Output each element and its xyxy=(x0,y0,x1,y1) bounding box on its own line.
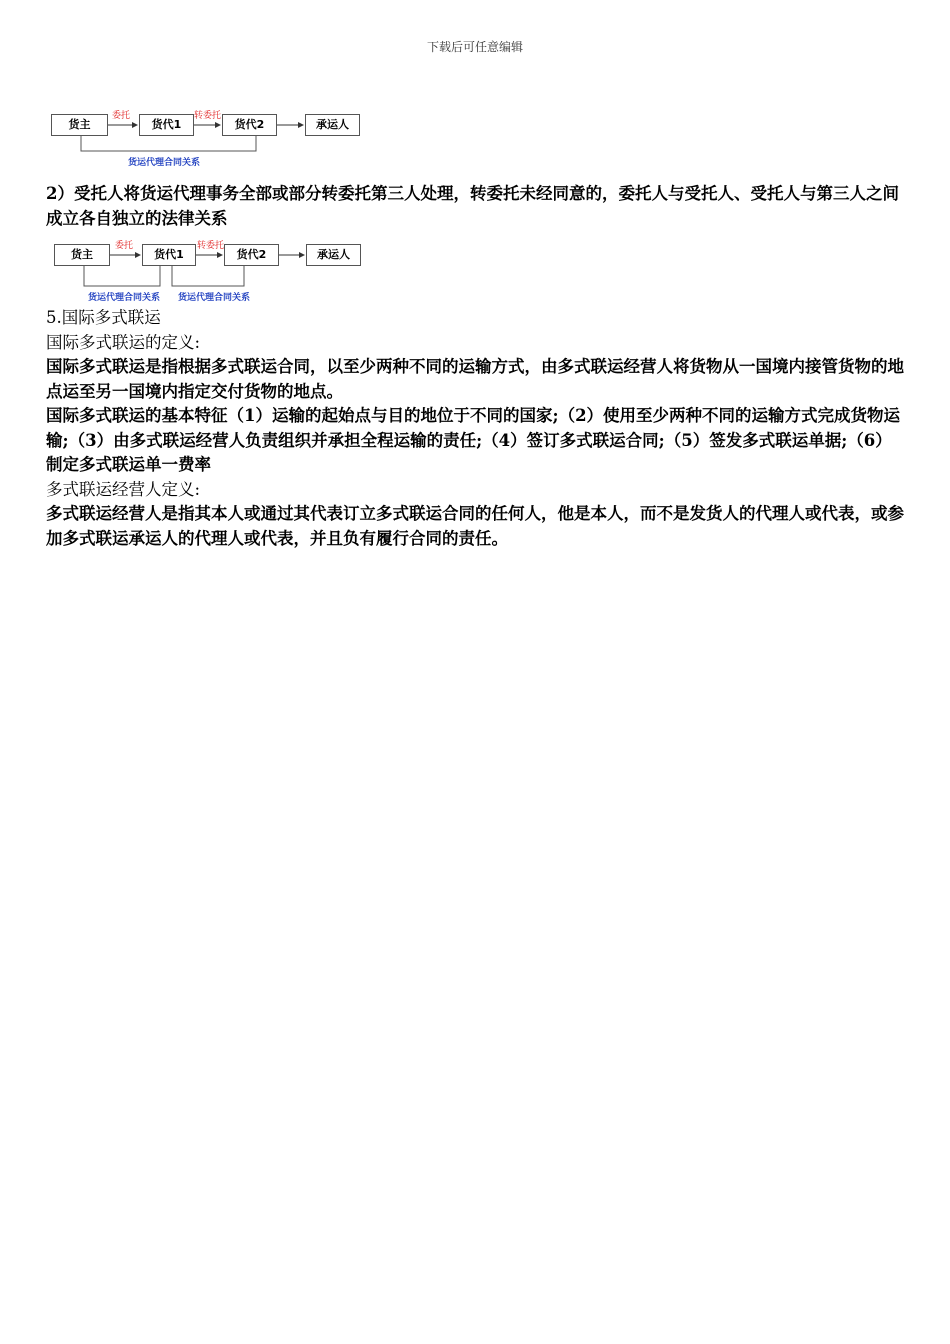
relation-label-2: 货运代理合同关系 xyxy=(178,293,251,303)
text-block-2 xyxy=(46,306,908,551)
definition-multimodal: 国际多式联运是指根据多式联运合同，以至少两种不同的运输方式，由多式联运经营人将货物从一国境内接管货物的地点运至另一国境内指定交付货物的地点。 xyxy=(46,357,904,401)
node-carrier: 承运人 xyxy=(306,244,361,266)
relation-label: 货运代理合同关系 xyxy=(128,158,201,168)
node-forwarder-2: 货代2 xyxy=(222,114,277,136)
node-cargo-owner: 货主 xyxy=(51,114,108,136)
relationship-diagram-2 xyxy=(52,238,372,304)
node-forwarder-1: 货代1 xyxy=(142,244,196,266)
relation-label-1: 货运代理合同关系 xyxy=(88,293,161,303)
definition-heading-multimodal: 国际多式联运的定义: xyxy=(46,332,201,352)
definition-operator: 多式联运经营人是指其本人或通过其代表订立多式联运合同的任何人，他是本人，而不是发货人的代理人或代表，或参加多式联运承运人的代理人或代表，并且负有履行合同的责任。 xyxy=(46,504,904,548)
features-multimodal: 国际多式联运的基本特征（1）运输的起始点与目的地位于不同的国家;（2）使用至少两种不同的运输方式完成货物运输;（3）由多式联运经营人负责组织并承担全程运输的责任;（4）签订多式联运合同;（5）签发多式联运单据;（6）制定多式联运单一费率 xyxy=(46,406,901,474)
definition-heading-operator: 多式联运经营人定义: xyxy=(46,479,201,499)
node-cargo-owner: 货主 xyxy=(54,244,110,266)
section-title: 5.国际多式联运 xyxy=(46,308,161,327)
page-header: 下载后可任意编辑 xyxy=(426,40,523,54)
paragraph-sub-entrust: 2）受托人将货运代理事务全部或部分转委托第三人处理，转委托未经同意的，委托人与受托人、受托人与第三人之间成立各自独立的法律关系 xyxy=(46,184,899,228)
node-carrier: 承运人 xyxy=(305,114,360,136)
node-forwarder-1: 货代1 xyxy=(139,114,194,136)
edge-label-sub-entrust: 转委托 xyxy=(194,111,222,121)
text-block-1 xyxy=(46,182,908,231)
node-forwarder-2: 货代2 xyxy=(224,244,279,266)
edge-label-sub-entrust: 转委托 xyxy=(197,241,225,251)
edge-label-entrust: 委托 xyxy=(112,111,131,121)
edge-label-entrust: 委托 xyxy=(115,241,134,251)
relationship-diagram-1 xyxy=(50,108,370,170)
